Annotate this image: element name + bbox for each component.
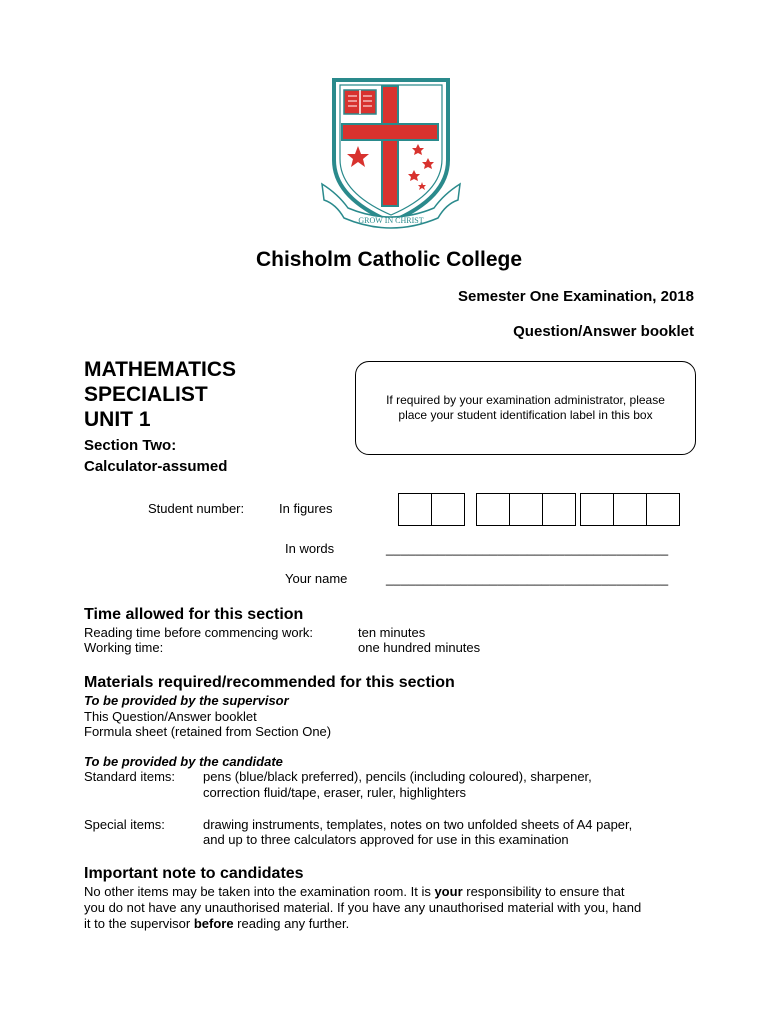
student-number-label: Student number: <box>148 501 245 516</box>
note-line-1: No other items may be taken into the examination room. It is your responsibility to ensure that <box>84 884 625 899</box>
in-words-label: In words <box>285 541 335 556</box>
time-heading: Time allowed for this section <box>84 606 304 623</box>
label-box-line-2: place your student identification label in this box <box>398 408 653 422</box>
reading-time-value: ten minutes <box>358 625 426 640</box>
supervisor-item: Formula sheet (retained from Section One) <box>84 724 332 739</box>
section-title <box>84 435 227 477</box>
college-name: Chisholm Catholic College <box>255 248 523 271</box>
student-label-box <box>355 361 696 455</box>
student-number-digit-box[interactable] <box>580 493 614 526</box>
standard-items-label: Standard items: <box>84 769 176 784</box>
student-number-group-1 <box>398 493 465 526</box>
student-number-digit-box[interactable] <box>398 493 432 526</box>
special-items-line: and up to three calculators approved for use in this examination <box>203 832 569 847</box>
college-crest-logo <box>318 76 464 236</box>
your-name-label: Your name <box>285 571 348 586</box>
standard-items-line: pens (blue/black preferred), pencils (including coloured), sharpener, <box>203 769 592 784</box>
calculator-label: Calculator-assumed <box>84 458 228 475</box>
section-label: Section Two: <box>84 437 177 454</box>
student-number-digit-box[interactable] <box>613 493 647 526</box>
note-line-3: it to the supervisor before reading any further. <box>84 916 350 931</box>
subject-line-1: MATHEMATICS <box>84 358 237 381</box>
in-figures-label: In figures <box>279 501 333 516</box>
working-time-value: one hundred minutes <box>358 640 481 655</box>
supervisor-heading: To be provided by the supervisor <box>84 693 289 708</box>
subject-line-3: UNIT 1 <box>84 408 151 431</box>
reading-time-label: Reading time before commencing work: <box>84 625 314 640</box>
subject-line-2: SPECIALIST <box>84 383 208 406</box>
your-name-line[interactable]: ______________________________________ <box>386 571 669 586</box>
standard-items-line: correction fluid/tape, eraser, ruler, highlighters <box>203 785 467 800</box>
special-items-label: Special items: <box>84 817 165 832</box>
exam-title: Semester One Examination, 2018 <box>458 288 694 305</box>
student-number-group-2 <box>476 493 576 526</box>
student-number-digit-box[interactable] <box>646 493 680 526</box>
candidate-heading: To be provided by the candidate <box>84 754 283 769</box>
student-number-digit-box[interactable] <box>476 493 510 526</box>
student-number-digit-box[interactable] <box>431 493 465 526</box>
note-line-2: you do not have any unauthorised material. If you have any unauthorised material with you, hand <box>84 900 642 915</box>
working-time-label: Working time: <box>84 640 164 655</box>
crest-motto: GROW IN CHRIST <box>358 216 424 225</box>
in-words-line[interactable]: ______________________________________ <box>386 541 669 556</box>
special-items-line: drawing instruments, templates, notes on two unfolded sheets of A4 paper, <box>203 817 633 832</box>
label-box-line-1: If required by your examination administrator, please <box>386 393 665 407</box>
subject-title <box>84 357 236 432</box>
student-number-digit-box[interactable] <box>509 493 543 526</box>
booklet-type: Question/Answer booklet <box>513 323 694 340</box>
materials-heading: Materials required/recommended for this section <box>84 674 455 691</box>
supervisor-item: This Question/Answer booklet <box>84 709 257 724</box>
student-number-digit-box[interactable] <box>542 493 576 526</box>
student-number-group-3 <box>580 493 680 526</box>
important-note-heading: Important note to candidates <box>84 865 304 882</box>
